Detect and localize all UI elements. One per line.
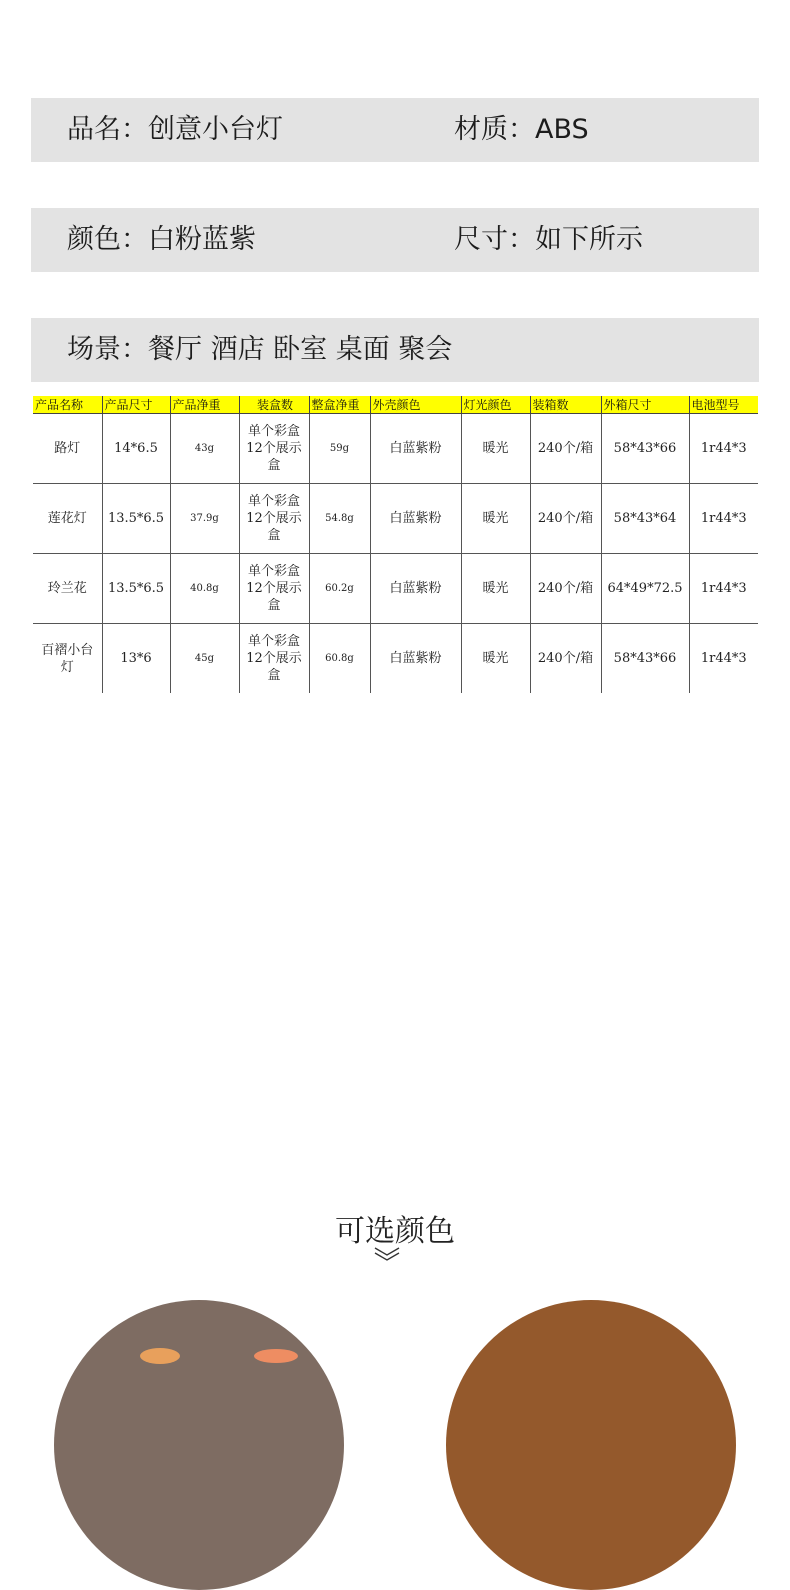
cell-shell-color: 白蓝紫粉 xyxy=(370,624,461,694)
cell-battery: 1r44*3 xyxy=(689,484,758,554)
info-band-name-material xyxy=(31,98,759,162)
column-header: 产品名称 xyxy=(33,396,102,414)
cell-shell-color: 白蓝紫粉 xyxy=(370,554,461,624)
column-header: 整盒净重 xyxy=(309,396,370,414)
cell-size: 13.5*6.5 xyxy=(102,554,170,624)
material-text: 材质：ABS xyxy=(454,114,589,145)
cell-battery: 1r44*3 xyxy=(689,624,758,694)
cell-carton: 240个/箱 xyxy=(530,554,601,624)
column-header: 外壳颜色 xyxy=(370,396,461,414)
cell-carton-size: 58*43*64 xyxy=(601,484,689,554)
color-text: 颜色：白粉蓝紫 xyxy=(67,224,256,255)
color-swatch-image xyxy=(446,1300,736,1590)
column-header: 装盒数 xyxy=(239,396,309,414)
table-row xyxy=(33,554,758,624)
cell-box-weight: 60.8g xyxy=(309,624,370,694)
cell-weight: 43g xyxy=(170,414,239,484)
cell-box: 单个彩盒12个展示盒 xyxy=(239,484,309,554)
lamp-image-detail xyxy=(254,1349,298,1363)
cell-light-color: 暖光 xyxy=(461,414,530,484)
cell-box: 单个彩盒12个展示盒 xyxy=(239,624,309,694)
table-row xyxy=(33,414,758,484)
lamp-image-detail xyxy=(140,1348,180,1364)
cell-light-color: 暖光 xyxy=(461,484,530,554)
spec-table xyxy=(33,396,758,693)
size-text: 尺寸：如下所示 xyxy=(454,224,643,255)
cell-size: 14*6.5 xyxy=(102,414,170,484)
table-row xyxy=(33,624,758,694)
cell-box: 单个彩盒12个展示盒 xyxy=(239,554,309,624)
cell-battery: 1r44*3 xyxy=(689,414,758,484)
cell-box-weight: 59g xyxy=(309,414,370,484)
column-header: 灯光颜色 xyxy=(461,396,530,414)
cell-light-color: 暖光 xyxy=(461,554,530,624)
column-header: 产品净重 xyxy=(170,396,239,414)
cell-weight: 37.9g xyxy=(170,484,239,554)
column-header: 装箱数 xyxy=(530,396,601,414)
cell-box-weight: 54.8g xyxy=(309,484,370,554)
cell-name: 玲兰花 xyxy=(33,554,102,624)
cell-shell-color: 白蓝紫粉 xyxy=(370,484,461,554)
column-header: 电池型号 xyxy=(689,396,758,414)
scene-text: 场景：餐厅 酒店 卧室 桌面 聚会 xyxy=(67,334,453,365)
column-header: 产品尺寸 xyxy=(102,396,170,414)
cell-box: 单个彩盒12个展示盒 xyxy=(239,414,309,484)
cell-carton: 240个/箱 xyxy=(530,414,601,484)
cell-weight: 45g xyxy=(170,624,239,694)
cell-name: 路灯 xyxy=(33,414,102,484)
table-header-row xyxy=(33,396,758,414)
cell-carton-size: 58*43*66 xyxy=(601,414,689,484)
cell-name: 百褶小台灯 xyxy=(41,642,94,675)
product-name-text: 品名：创意小台灯 xyxy=(67,114,283,145)
cell-carton: 240个/箱 xyxy=(530,484,601,554)
cell-name: 莲花灯 xyxy=(33,484,102,554)
cell-shell-color: 白蓝紫粉 xyxy=(370,414,461,484)
cell-carton-size: 58*43*66 xyxy=(601,624,689,694)
color-swatch-image xyxy=(54,1300,344,1590)
section-title: 可选颜色 xyxy=(335,1214,455,1249)
column-header: 外箱尺寸 xyxy=(601,396,689,414)
cell-carton-size: 64*49*72.5 xyxy=(601,554,689,624)
info-band-scene xyxy=(31,318,759,382)
table-row xyxy=(33,484,758,554)
info-band-color-size xyxy=(31,208,759,272)
cell-box-weight: 60.2g xyxy=(309,554,370,624)
cell-battery: 1r44*3 xyxy=(689,554,758,624)
cell-size: 13.5*6.5 xyxy=(102,484,170,554)
cell-size: 13*6 xyxy=(102,624,170,694)
cell-carton: 240个/箱 xyxy=(530,624,601,694)
cell-light-color: 暖光 xyxy=(461,624,530,694)
double-chevron-down-icon xyxy=(374,1246,400,1262)
cell-weight: 40.8g xyxy=(170,554,239,624)
